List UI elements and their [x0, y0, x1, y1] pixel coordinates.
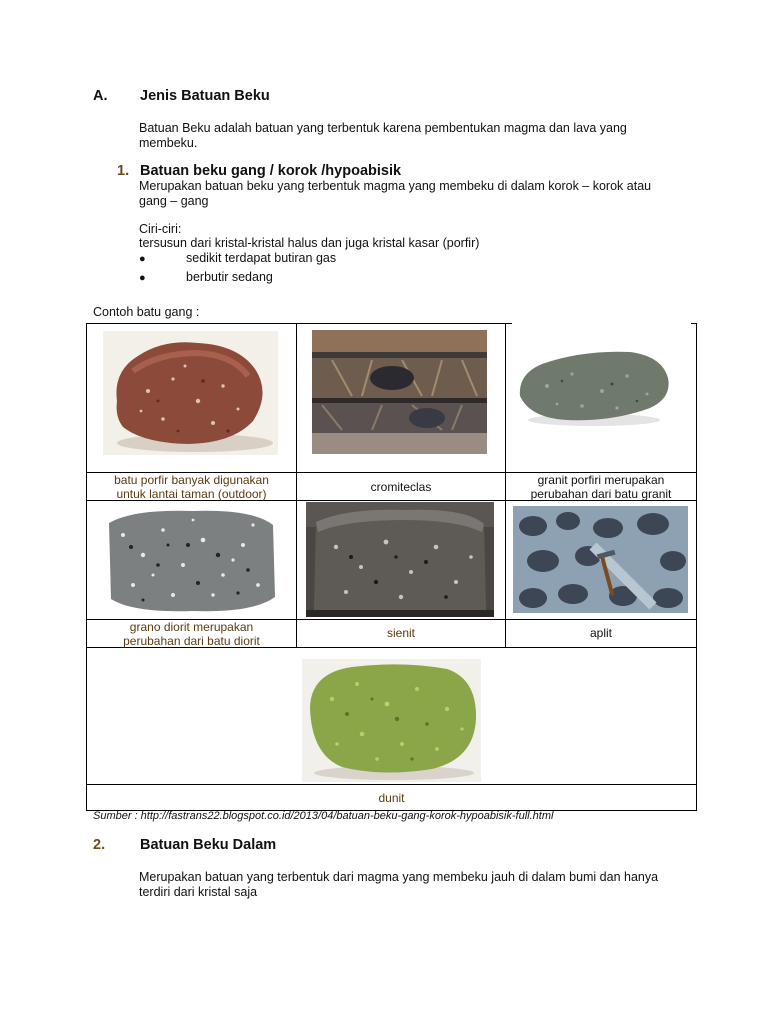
section-2-number: 2. [93, 837, 106, 853]
desc-line-2: gang – gang [139, 193, 209, 208]
intro-line-1: Batuan Beku adalah batuan yang terbentuk karena pembentukan magma dan lava yang [139, 121, 627, 135]
section-a-title: Jenis Batuan Beku [140, 88, 270, 104]
cromiteclas-rock-image [312, 330, 487, 454]
bullet-dot-1: ● [139, 253, 146, 265]
ciri-line: tersusun dari kristal-kristal halus dan juga kristal kasar (porfir) [139, 236, 480, 250]
aplit-rock-image [513, 506, 688, 613]
ciri-label: Ciri-ciri: [139, 222, 182, 236]
caption-line: untuk lantai taman (outdoor) [116, 487, 267, 501]
caption-sienit: sienit [386, 626, 415, 640]
bullet-item-1: sedikit terdapat butiran gas [186, 251, 337, 265]
grano-diorit-rock-image [103, 505, 278, 616]
dunit-rock-image [302, 659, 481, 782]
caption-grano-diorit [87, 620, 296, 648]
section-1-number: 1. [117, 163, 130, 179]
section-2-title: Batuan Beku Dalam [140, 837, 277, 853]
bullet-item-2: berbutir sedang [186, 270, 273, 284]
caption-batu-porfir [87, 473, 296, 501]
porfir-rock-image [103, 331, 278, 455]
caption-aplit: aplit [589, 626, 612, 640]
intro-line-2: membeku. [139, 135, 198, 150]
section-1-description [139, 179, 651, 208]
caption-line: perubahan dari batu granit [530, 487, 672, 501]
granit-porfiri-rock-image [512, 346, 672, 430]
caption-line: granit porfiri merupakan [537, 473, 665, 487]
section-1-title: Batuan beku gang / korok /hypoabisik [140, 163, 402, 179]
desc-line-2: terdiri dari kristal saja [139, 884, 258, 899]
desc-line-1: Merupakan batuan beku yang terbentuk magma yang membeku di dalam korok – korok atau [139, 179, 652, 193]
sienit-rock-image [306, 502, 494, 617]
caption-line: grano diorit merupakan [129, 620, 254, 634]
source-citation: Sumber : http://fastrans22.blogspot.co.id/2013/04/batuan-beku-gang-korok-hypoabisik-full.html [93, 810, 554, 822]
caption-line: perubahan dari batu diorit [123, 634, 260, 648]
caption-granit-porfiri [506, 473, 696, 501]
examples-label: Contoh batu gang : [93, 305, 200, 319]
caption-line: batu porfir banyak digunakan [114, 473, 269, 487]
desc-line-1: Merupakan batuan yang terbentuk dari magma yang membeku jauh di dalam bumi dan hanya [139, 870, 659, 884]
section-a-intro [139, 121, 627, 150]
section-a-number: A. [93, 88, 108, 104]
caption-dunit: dunit [378, 791, 405, 805]
caption-cromiteclas: cromiteclas [370, 480, 432, 494]
section-2-description [139, 870, 658, 899]
bullet-dot-2: ● [139, 272, 146, 284]
